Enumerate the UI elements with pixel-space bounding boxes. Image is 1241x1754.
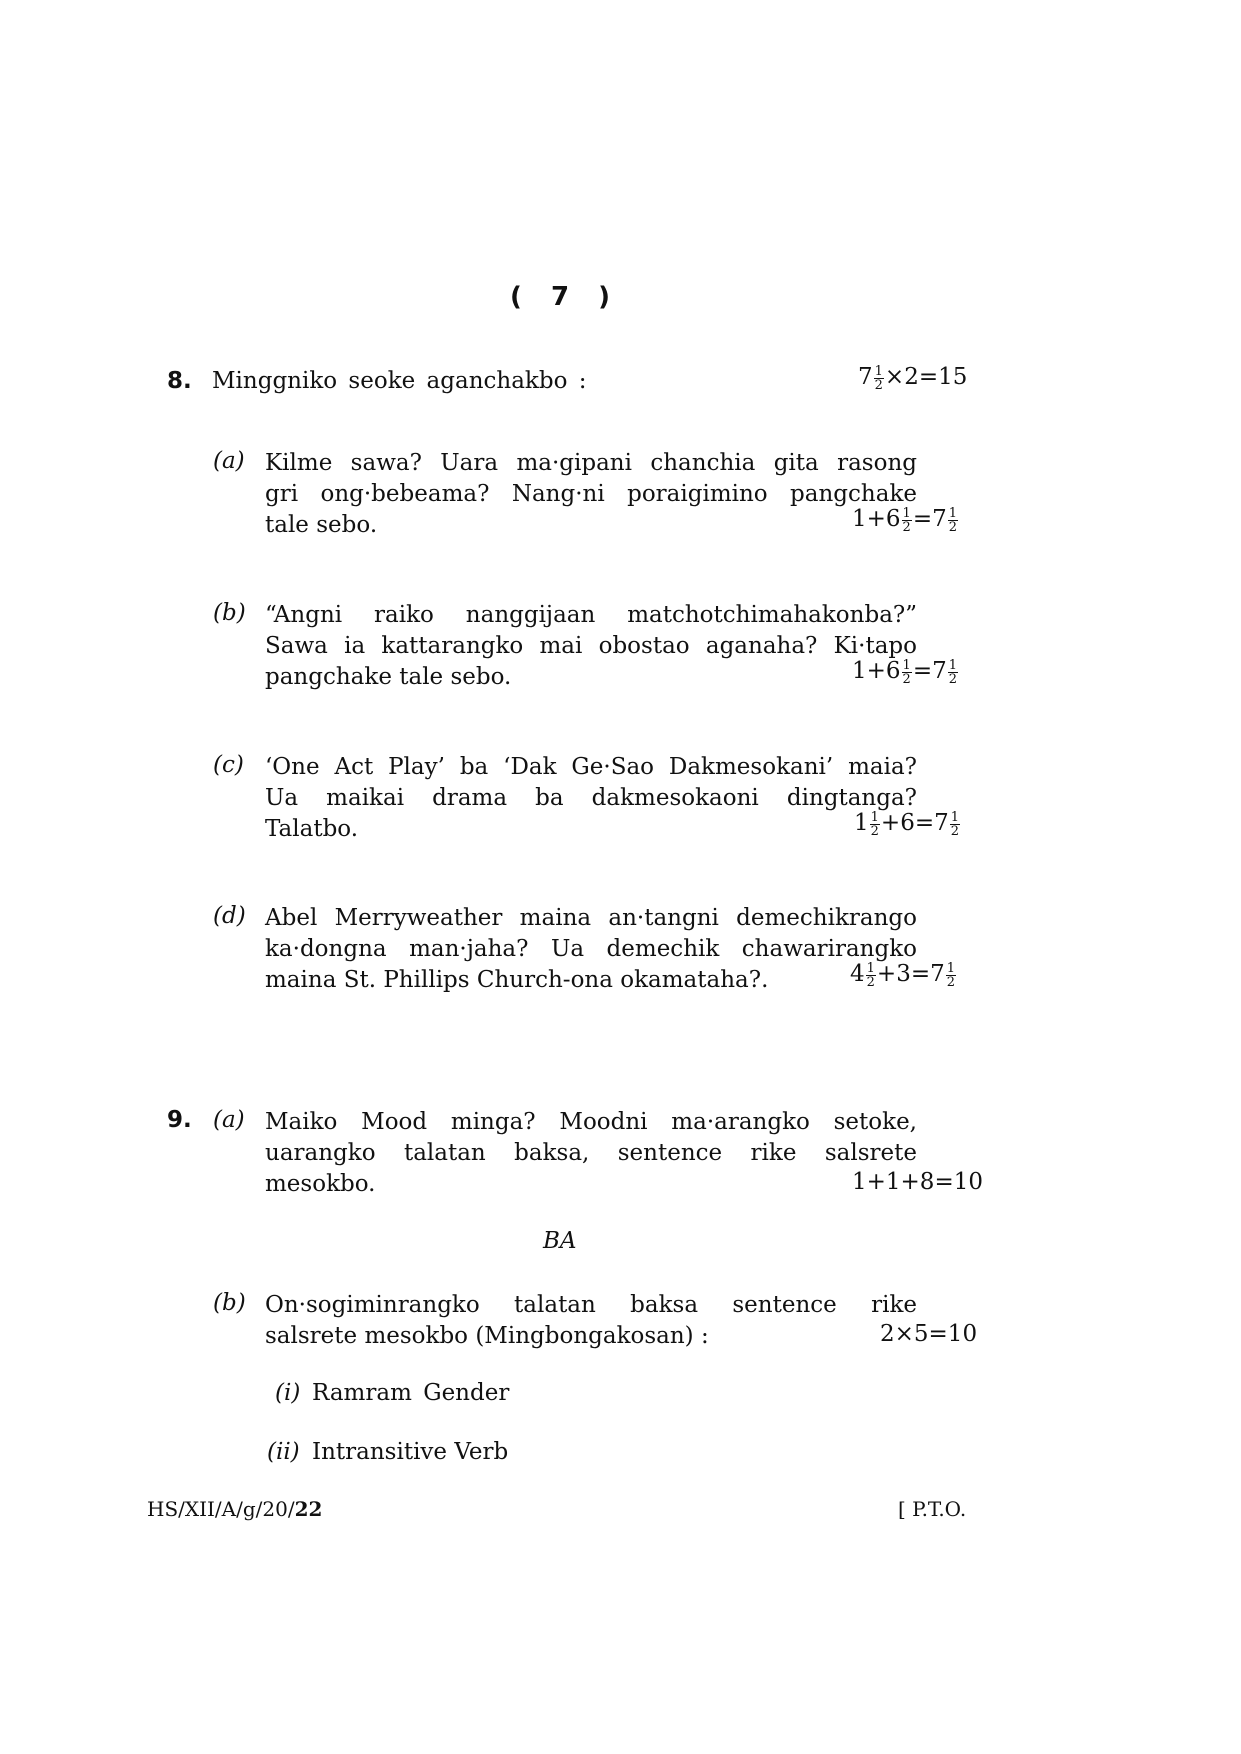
q8-part-b-label: (b) (213, 600, 246, 626)
text-line: Talatbo. (265, 816, 359, 842)
question-8-marks: 7 $\frac{1}{2}$ ×2=15 (858, 363, 968, 393)
q9-b-item-i-text: Ramram Gender (312, 1380, 510, 1406)
q8-part-d-marks: 4 $\frac{1}{2}$ +3=7 $\frac{1}{2}$ (850, 960, 956, 990)
text-line: tale sebo. (265, 512, 378, 538)
q9-part-b-label: (b) (213, 1290, 246, 1316)
paper-code: HS/XII/A/g/20/22 (147, 1497, 323, 1521)
text-line: ka·dongna man·jaha? Ua demechik chawarirangko (265, 936, 917, 962)
question-8-heading: Minggniko seoke aganchakbo : (212, 368, 587, 394)
q8-part-a-marks: 1+6 $\frac{1}{2}$ =7 $\frac{1}{2}$ (852, 505, 958, 535)
q9-part-a-marks: 1+1+8=10 (852, 1169, 983, 1195)
q9-b-item-ii-label: (ii) (267, 1439, 300, 1465)
text-line: ‘One Act Play’ ba ‘Dak Ge·Sao Dakmesokani’ maia? (265, 754, 917, 780)
text-line: Sawa ia kattarangko mai obostao aganaha? Ki·tapo (265, 633, 917, 659)
text-line: pangchake tale sebo. (265, 664, 512, 690)
text-line: Maiko Mood minga? Moodni ma·arangko setoke, (265, 1109, 917, 1135)
q8-part-a-label: (a) (213, 448, 245, 474)
question-9-number: 9. (167, 1107, 192, 1133)
q8-part-c-text (265, 752, 917, 845)
text-line: Ua maikai drama ba dakmesokaoni dingtanga? (265, 785, 917, 811)
q8-part-b-text (265, 600, 917, 693)
text-line: Abel Merryweather maina an·tangni demechikrango (265, 905, 917, 931)
q9-part-a-label: (a) (213, 1107, 245, 1133)
q9-part-b-text (265, 1290, 917, 1352)
q9-b-item-ii-text: Intransitive Verb (312, 1439, 509, 1465)
text-line: maina St. Phillips Church-ona okamataha?. (265, 967, 769, 993)
question-8-number: 8. (167, 368, 192, 394)
or-separator: BA (543, 1228, 577, 1254)
q9-part-a-text (265, 1107, 917, 1200)
text-line: uarangko talatan baksa, sentence rike salsrete (265, 1140, 917, 1166)
pto-note: [ P.T.O. (898, 1497, 967, 1521)
text-line: mesokbo. (265, 1171, 376, 1197)
q9-part-b-marks: 2×5=10 (880, 1321, 978, 1347)
q8-part-b-marks: 1+6 $\frac{1}{2}$ =7 $\frac{1}{2}$ (852, 657, 958, 687)
text-line: “Angni raiko nanggijaan matchotchimahakonba?” (265, 602, 917, 628)
text-line: gri ong·bebeama? Nang·ni poraigimino pangchake (265, 481, 917, 507)
q8-part-c-label: (c) (213, 752, 244, 778)
q8-part-a-text (265, 448, 917, 541)
text-line: On·sogiminrangko talatan baksa sentence rike (265, 1292, 917, 1318)
q9-b-item-i-label: (i) (275, 1380, 301, 1406)
text-line: salsrete mesokbo (Mingbongakosan) : (265, 1323, 709, 1349)
page-number: ( 7 ) (510, 282, 620, 312)
q8-part-c-marks: 1 $\frac{1}{2}$ +6=7 $\frac{1}{2}$ (854, 809, 960, 839)
q8-part-d-label: (d) (213, 903, 246, 929)
text-line: Kilme sawa? Uara ma·gipani chanchia gita rasong (265, 450, 917, 476)
